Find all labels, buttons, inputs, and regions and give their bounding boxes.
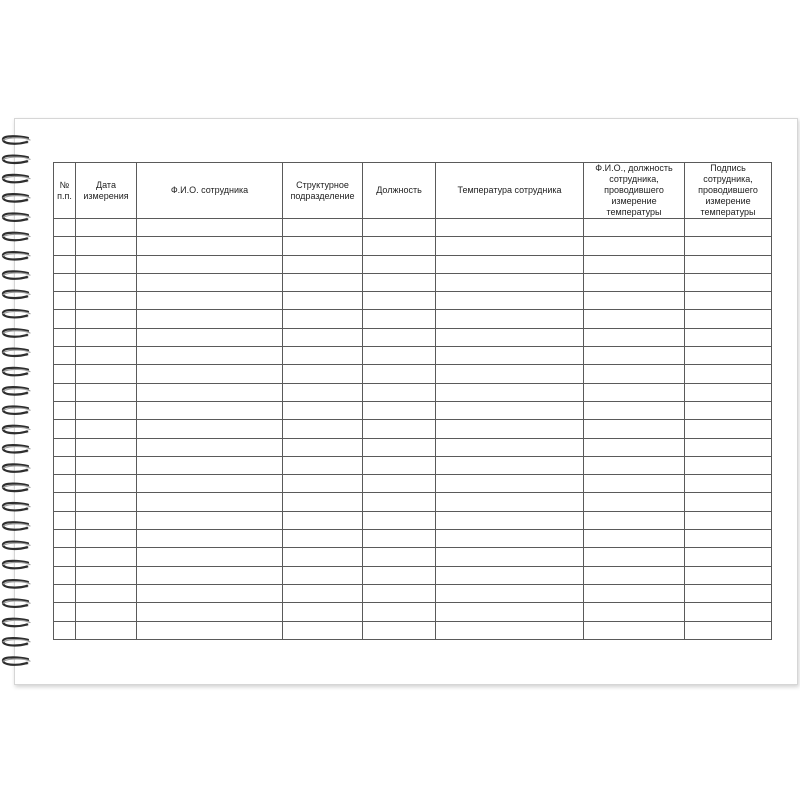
spiral-coil (3, 580, 30, 588)
table-cell (685, 292, 772, 310)
table-cell (685, 328, 772, 346)
table-cell (584, 566, 685, 584)
table-cell (54, 273, 76, 291)
table-cell (363, 273, 436, 291)
table-cell (685, 621, 772, 639)
table-cell (436, 456, 584, 474)
table-cell (584, 493, 685, 511)
table-cell (436, 237, 584, 255)
table-cell (137, 365, 283, 383)
table-cell (54, 584, 76, 602)
temperature-log-table (53, 162, 772, 640)
table-cell (54, 511, 76, 529)
table-body (54, 219, 772, 640)
table-cell (283, 237, 363, 255)
column-header-date: Дата измерения (76, 163, 137, 219)
table-cell (283, 347, 363, 365)
table-row (54, 255, 772, 273)
table-cell (76, 584, 137, 602)
table-cell (76, 219, 137, 237)
table-cell (76, 511, 137, 529)
table-cell (54, 621, 76, 639)
table-cell (363, 328, 436, 346)
table-cell (137, 255, 283, 273)
table-cell (363, 548, 436, 566)
table-cell (363, 237, 436, 255)
table-cell (584, 475, 685, 493)
table-cell (54, 383, 76, 401)
table-cell (283, 475, 363, 493)
column-header-department: Структурное подразделение (283, 163, 363, 219)
table-cell (436, 603, 584, 621)
spiral-coil (3, 213, 30, 221)
table-cell (363, 310, 436, 328)
table-cell (363, 219, 436, 237)
table-cell (685, 493, 772, 511)
table-row (54, 347, 772, 365)
table-cell (137, 420, 283, 438)
table-cell (283, 566, 363, 584)
table-cell (584, 365, 685, 383)
table-cell (76, 255, 137, 273)
column-header-signature: Подпись сотрудника, проводившего измерение температуры (685, 163, 772, 219)
table-cell (436, 219, 584, 237)
table-cell (283, 420, 363, 438)
table-cell (685, 401, 772, 419)
table-cell (54, 493, 76, 511)
table-cell (137, 456, 283, 474)
table-cell (54, 237, 76, 255)
table-cell (137, 273, 283, 291)
table-cell (363, 511, 436, 529)
table-cell (283, 530, 363, 548)
table-cell (137, 310, 283, 328)
spiral-coil (3, 233, 30, 241)
table-cell (685, 347, 772, 365)
table-row (54, 548, 772, 566)
table-cell (685, 530, 772, 548)
table-row (54, 438, 772, 456)
table-cell (137, 383, 283, 401)
table-cell (76, 493, 137, 511)
column-header-number: № п.п. (54, 163, 76, 219)
table-cell (76, 365, 137, 383)
spiral-coil (3, 657, 30, 665)
spiral-coil (3, 406, 30, 414)
table-cell (283, 603, 363, 621)
table-cell (76, 310, 137, 328)
spiral-coil (3, 252, 30, 260)
spiral-coil (3, 291, 30, 299)
table-cell (584, 511, 685, 529)
table-cell (436, 292, 584, 310)
spiral-coil (3, 464, 30, 472)
table-cell (76, 548, 137, 566)
table-cell (584, 237, 685, 255)
table-cell (137, 493, 283, 511)
spiral-coil (3, 310, 30, 318)
spiral-coil (3, 561, 30, 569)
table-cell (436, 511, 584, 529)
table-cell (137, 511, 283, 529)
table-cell (137, 621, 283, 639)
column-header-employee-name: Ф.И.О. сотрудника (137, 163, 283, 219)
table-cell (137, 292, 283, 310)
table-cell (363, 584, 436, 602)
table-cell (283, 456, 363, 474)
table-cell (685, 456, 772, 474)
table-cell (363, 365, 436, 383)
table-cell (137, 475, 283, 493)
table-cell (76, 292, 137, 310)
table-cell (685, 383, 772, 401)
table-row (54, 603, 772, 621)
table-cell (76, 420, 137, 438)
table-cell (685, 438, 772, 456)
table-cell (283, 273, 363, 291)
table-cell (54, 219, 76, 237)
table-cell (76, 347, 137, 365)
table-cell (436, 328, 584, 346)
table-cell (685, 511, 772, 529)
table-cell (584, 255, 685, 273)
table-cell (436, 273, 584, 291)
table-cell (54, 365, 76, 383)
table-cell (137, 566, 283, 584)
table-cell (584, 548, 685, 566)
table-cell (137, 347, 283, 365)
table-cell (363, 383, 436, 401)
spiral-coil (3, 194, 30, 202)
spiral-coil (3, 542, 30, 550)
table-cell (584, 310, 685, 328)
table-cell (137, 219, 283, 237)
table-cell (436, 584, 584, 602)
table-cell (584, 530, 685, 548)
table-row (54, 219, 772, 237)
table-row (54, 401, 772, 419)
spiral-coil (3, 484, 30, 492)
table-cell (137, 530, 283, 548)
table-cell (54, 401, 76, 419)
table-cell (76, 475, 137, 493)
table-cell (436, 255, 584, 273)
table-row (54, 365, 772, 383)
table-cell (363, 603, 436, 621)
spiral-coil (3, 387, 30, 395)
table-cell (363, 401, 436, 419)
table-cell (76, 530, 137, 548)
table-cell (685, 584, 772, 602)
column-header-temperature: Температура сотрудника (436, 163, 584, 219)
table-cell (685, 255, 772, 273)
table-cell (76, 237, 137, 255)
table-cell (685, 566, 772, 584)
table-cell (363, 530, 436, 548)
table-cell (54, 566, 76, 584)
table-cell (283, 621, 363, 639)
table-cell (584, 420, 685, 438)
table-cell (685, 310, 772, 328)
spiral-coil (3, 329, 30, 337)
spiral-binding (0, 128, 40, 668)
table-row (54, 383, 772, 401)
table-cell (54, 548, 76, 566)
table-row (54, 456, 772, 474)
spiral-coil (3, 445, 30, 453)
table-cell (436, 493, 584, 511)
table-row (54, 328, 772, 346)
table-cell (685, 273, 772, 291)
table-cell (76, 456, 137, 474)
table-cell (584, 603, 685, 621)
table-cell (76, 401, 137, 419)
table-cell (54, 347, 76, 365)
table-cell (76, 566, 137, 584)
table-row (54, 292, 772, 310)
table-cell (283, 493, 363, 511)
table-cell (137, 548, 283, 566)
table-cell (584, 273, 685, 291)
table-cell (283, 383, 363, 401)
spiral-coil (3, 503, 30, 511)
table-cell (283, 365, 363, 383)
table-cell (436, 438, 584, 456)
table-header-row (54, 163, 772, 219)
table-cell (137, 603, 283, 621)
table-cell (584, 456, 685, 474)
table-cell (54, 456, 76, 474)
table-row (54, 273, 772, 291)
table-cell (283, 401, 363, 419)
table-cell (363, 566, 436, 584)
table-cell (584, 584, 685, 602)
table-cell (685, 475, 772, 493)
table-cell (76, 383, 137, 401)
table-cell (584, 401, 685, 419)
table-cell (283, 292, 363, 310)
table-row (54, 566, 772, 584)
table-cell (283, 310, 363, 328)
spiral-coil (3, 349, 30, 357)
table-row (54, 310, 772, 328)
table-cell (436, 383, 584, 401)
table-cell (685, 603, 772, 621)
table-cell (584, 292, 685, 310)
table-cell (584, 219, 685, 237)
table-row (54, 530, 772, 548)
table-cell (137, 584, 283, 602)
spiral-coil (3, 619, 30, 627)
table-cell (584, 621, 685, 639)
table-cell (363, 292, 436, 310)
table-cell (137, 237, 283, 255)
spiral-coil (3, 599, 30, 607)
table-cell (54, 310, 76, 328)
table-row (54, 237, 772, 255)
table-cell (54, 530, 76, 548)
table-cell (436, 420, 584, 438)
table-cell (363, 255, 436, 273)
table-cell (76, 603, 137, 621)
table-cell (76, 438, 137, 456)
table-row (54, 621, 772, 639)
table-cell (137, 401, 283, 419)
spiral-coil (3, 271, 30, 279)
table-cell (283, 219, 363, 237)
table-cell (685, 237, 772, 255)
spiral-coil (3, 136, 30, 144)
table-row (54, 420, 772, 438)
table-cell (54, 292, 76, 310)
table-cell (685, 420, 772, 438)
table-cell (54, 438, 76, 456)
table-row (54, 493, 772, 511)
table-row (54, 511, 772, 529)
table-cell (283, 328, 363, 346)
spiral-coil (3, 638, 30, 646)
table-cell (76, 621, 137, 639)
table-cell (436, 548, 584, 566)
spiral-coil (3, 156, 30, 164)
table-cell (436, 365, 584, 383)
table-cell (363, 475, 436, 493)
spiral-coil (3, 522, 30, 530)
table-cell (584, 438, 685, 456)
column-header-position: Должность (363, 163, 436, 219)
table-row (54, 584, 772, 602)
table-cell (76, 328, 137, 346)
table-cell (137, 328, 283, 346)
table-row (54, 475, 772, 493)
table-cell (436, 347, 584, 365)
table-cell (436, 530, 584, 548)
table-cell (283, 511, 363, 529)
table-cell (283, 584, 363, 602)
table-cell (76, 273, 137, 291)
table-cell (436, 310, 584, 328)
table-cell (685, 548, 772, 566)
spiral-coil (3, 426, 30, 434)
table-cell (283, 255, 363, 273)
table-cell (363, 456, 436, 474)
table-cell (283, 548, 363, 566)
table-cell (363, 621, 436, 639)
table-cell (363, 493, 436, 511)
table-cell (436, 401, 584, 419)
spiral-coil (3, 368, 30, 376)
table-cell (584, 347, 685, 365)
table-cell (584, 383, 685, 401)
table-cell (54, 328, 76, 346)
table-cell (54, 475, 76, 493)
spiral-coil (3, 175, 30, 183)
table-cell (436, 475, 584, 493)
table-cell (363, 420, 436, 438)
table-cell (54, 603, 76, 621)
column-header-measurer: Ф.И.О., должность сотрудника, проводившего измерение температуры (584, 163, 685, 219)
table-cell (54, 255, 76, 273)
table-cell (436, 566, 584, 584)
table-cell (363, 438, 436, 456)
table-cell (54, 420, 76, 438)
table-cell (685, 219, 772, 237)
table-cell (685, 365, 772, 383)
table-cell (436, 621, 584, 639)
table-cell (363, 347, 436, 365)
table-cell (283, 438, 363, 456)
table-cell (584, 328, 685, 346)
table-cell (137, 438, 283, 456)
